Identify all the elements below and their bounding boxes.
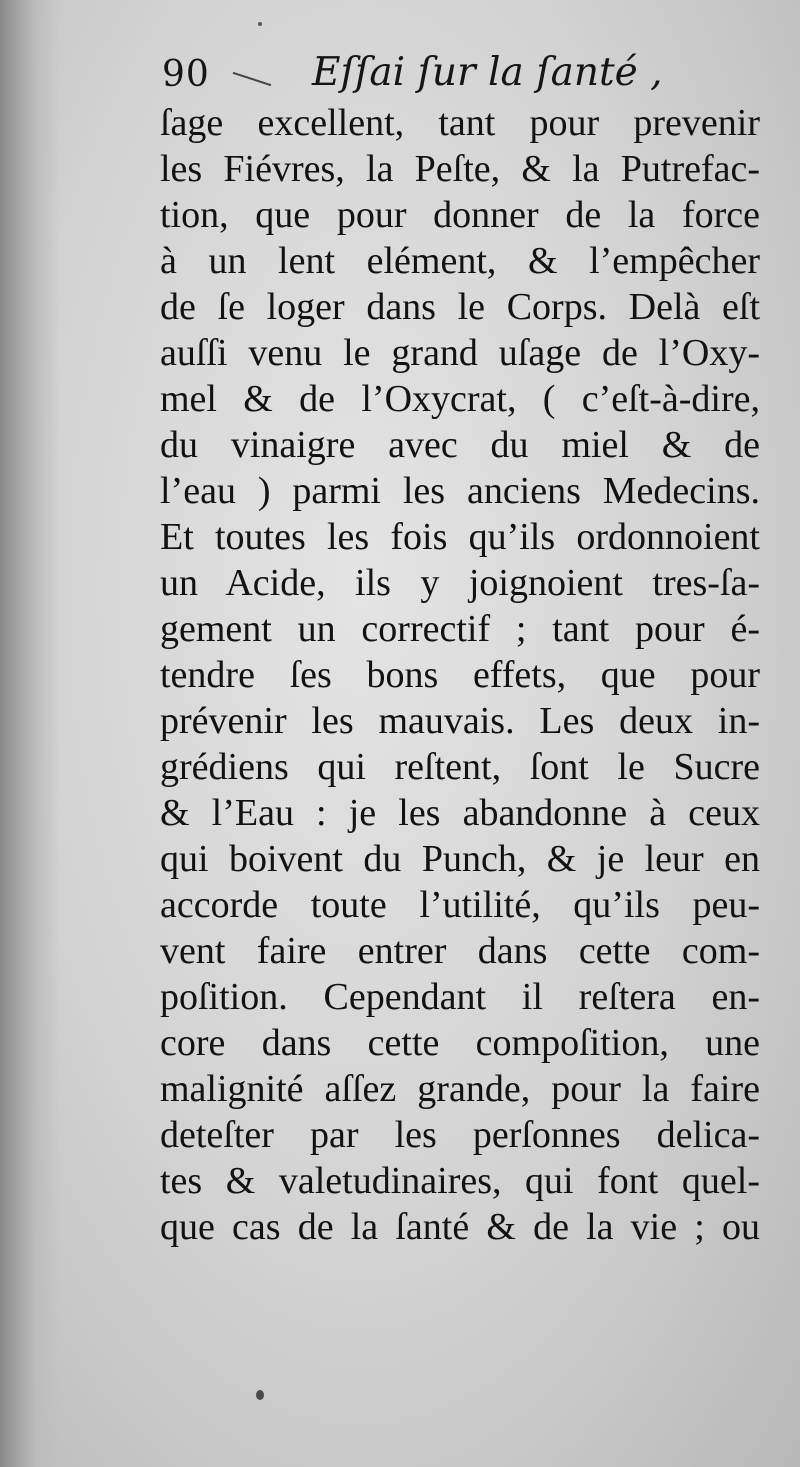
header-rule (233, 72, 272, 86)
text-line: tendre ſes bons effets, que pour (160, 654, 760, 696)
text-line: qui boivent du Punch, & je leur en (160, 838, 760, 880)
text-line: tes & valetudinaires, qui font quel- (160, 1160, 760, 1202)
text-line: prévenir les mauvais. Les deux in- (160, 700, 760, 742)
text-line: que cas de la ſanté & de la vie ; ou (160, 1206, 760, 1248)
text-line: malignité aſſez grande, pour la faire (160, 1068, 760, 1110)
body-text (160, 100, 760, 1250)
text-line: vent faire entrer dans cette com- (160, 930, 760, 972)
text-line: tion, que pour donner de la force (160, 194, 760, 236)
text-line: deteſter par les perſonnes delica- (160, 1114, 760, 1156)
text-line: poſition. Cependant il reſtera en- (160, 976, 760, 1018)
text-line: accorde toute l’utilité, qu’ils peu- (160, 884, 760, 926)
text-line: du vinaigre avec du miel & de (160, 424, 760, 466)
text-line: un Acide, ils y joignoient tres-ſa- (160, 562, 760, 604)
ink-speck (258, 22, 262, 26)
text-line: grédiens qui reſtent, ſont le Sucre (160, 746, 760, 788)
text-line: les Fiévres, la Peſte, & la Putrefac- (160, 148, 760, 190)
text-line: ſage excellent, tant pour prevenir (160, 102, 760, 144)
text-line: core dans cette compoſition, une (160, 1022, 760, 1064)
page-header (162, 46, 663, 106)
text-line: l’eau ) parmi les anciens Medecins. (160, 470, 760, 512)
page-number: 90 (162, 54, 210, 95)
text-line: à un lent elément, & l’empêcher (160, 240, 760, 282)
running-title: Eſſai ſur la ſanté , (312, 50, 663, 95)
ink-speck (256, 1390, 264, 1400)
text-line: gement un correctif ; tant pour é- (160, 608, 760, 650)
page-gutter-shadow (0, 0, 60, 1467)
text-line: auſſi venu le grand uſage de l’Oxy- (160, 332, 760, 374)
text-line: de ſe loger dans le Corps. Delà eſt (160, 286, 760, 328)
text-line: mel & de l’Oxycrat, ( c’eſt-à-dire, (160, 378, 760, 420)
text-line: Et toutes les fois qu’ils ordonnoient (160, 516, 760, 558)
text-line: & l’Eau : je les abandonne à ceux (160, 792, 760, 834)
